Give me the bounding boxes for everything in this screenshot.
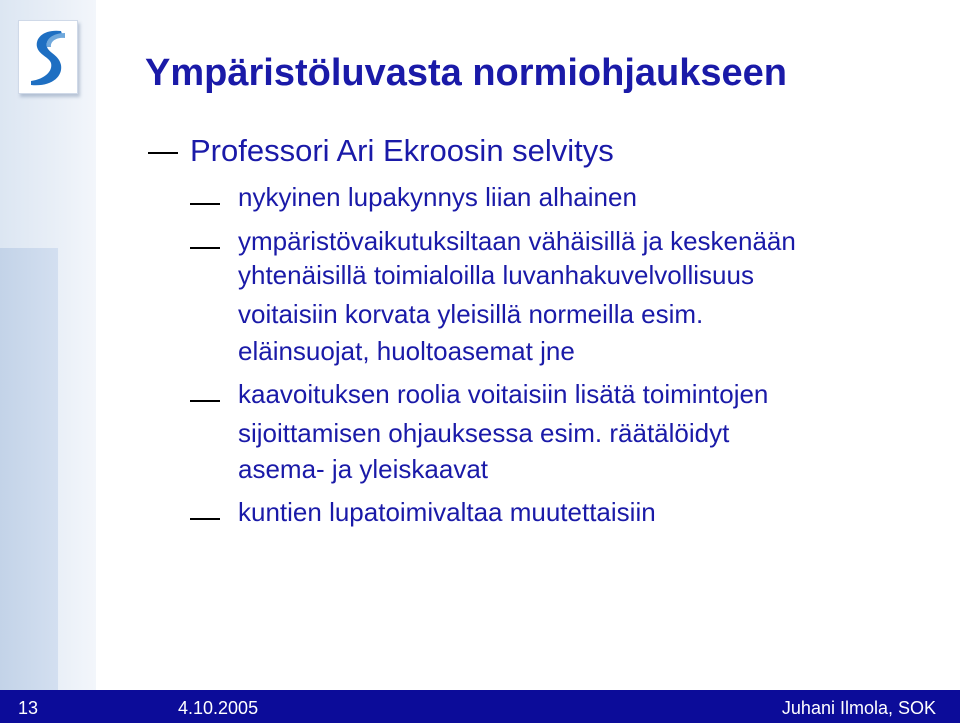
bullet-level2-line: voitaisiin korvata yleisillä normeilla esim. [238, 299, 704, 329]
bullet-dash [148, 152, 178, 154]
bullet-level2-line: yhtenäisillä toimialoilla luvanhakuvelvollisuus [238, 260, 754, 290]
bullet-level2-line: eläinsuojat, huoltoasemat jne [238, 336, 575, 366]
bullet-dash [190, 518, 220, 520]
left-decorative-band-lower [0, 248, 58, 690]
footer-date: 4.10.2005 [178, 698, 259, 718]
company-logo [18, 20, 78, 94]
footer-author: Juhani Ilmola, SOK [781, 698, 936, 718]
bullet-dash [190, 400, 220, 402]
bullet-level2-line: sijoittamisen ohjauksessa esim. räätälöidyt [238, 418, 730, 448]
bullet-level2-line: kaavoituksen roolia voitaisiin lisätä toimintojen [238, 379, 769, 409]
bullet-dash [190, 203, 220, 205]
s-logo-icon [23, 25, 73, 89]
bullet-level2-line: nykyinen lupakynnys liian alhainen [238, 182, 637, 212]
page-number: 13 [18, 698, 39, 718]
slide-title: Ympäristöluvasta normiohjaukseen [145, 52, 787, 94]
bullet-level2-line: asema- ja yleiskaavat [238, 454, 488, 484]
bullet-level1: Professori Ari Ekroosin selvitys [190, 133, 614, 168]
bullet-level2-line: ympäristövaikutuksiltaan vähäisillä ja keskenään [238, 226, 796, 256]
bullet-level2-line: kuntien lupatoimivaltaa muutettaisiin [238, 497, 656, 527]
bullet-dash [190, 247, 220, 249]
